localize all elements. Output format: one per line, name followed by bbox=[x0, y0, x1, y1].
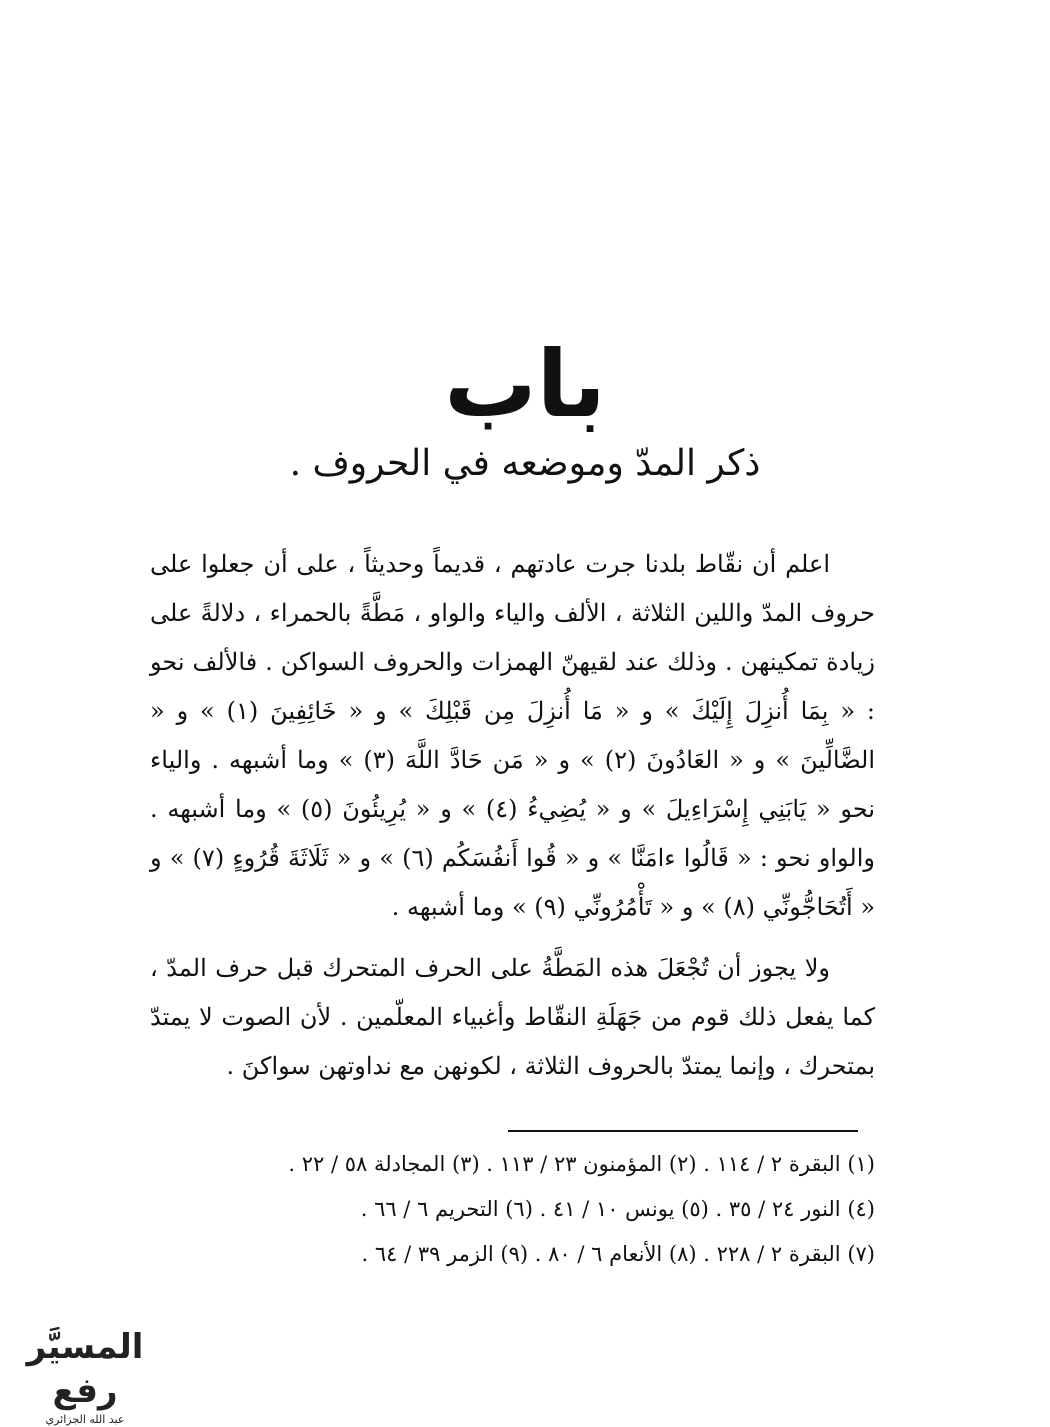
footnote-line-1: (١) البقرة ٢ / ١١٤ . (٢) المؤمنون ٢٣ / ١١٣ . (٣) المجادلة ٥٨ / ٢٢ . bbox=[288, 1152, 875, 1176]
footnote-divider bbox=[508, 1130, 858, 1132]
logo-small-text: عبد الله الجزائري bbox=[45, 1413, 125, 1426]
logo-main-text: المسيَّر رفع bbox=[26, 1327, 144, 1411]
footnotes bbox=[150, 1142, 875, 1277]
calligraphy-logo bbox=[10, 1325, 160, 1426]
footnote-line-2: (٤) النور ٢٤ / ٣٥ . (٥) يونس ١٠ / ٤١ . (٦) التحريم ٦ / ٦٦ . bbox=[360, 1197, 875, 1221]
body-text bbox=[150, 540, 875, 1091]
paragraph-1: اعلم أن نقّاط بلدنا جرت عادتهم ، قديماً وحديثاً ، على أن جعلوا على حروف المدّ واللين الثلاثة ، الألف والياء والواو ، مَطَّةً بالحمراء ، دلالةً على زيادة تمكينهن . وذلك عند لقيهنّ الهمزات والحروف السواكن . فالألف نحو : « بِمَا أُنزِلَ إِلَيْكَ » و « مَا أُنزِلَ مِن قَبْلِكَ » و « خَائِفِينَ (١) » و « الضَّالِّينَ » و « العَادُونَ (٢) » و « مَن حَادَّ اللَّهَ (٣) » وما أشبهه . والياء نحو « يَابَنِي إِسْرَاءِيلَ » و « يُضِيءُ (٤) » و « يُرِيئُونَ (٥) » وما أشبهه . والواو نحو : « قَالُوا ءامَنَّا » و « قُوا أَنفُسَكُم (٦) » و « ثَلَاثَةَ قُرُوءٍ (٧) » و « أَتُحَاجُّونِّي (٨) » و « تَأْمُرُونِّي (٩) » وما أشبهه . bbox=[150, 550, 875, 921]
chapter-subtitle: ذكر المدّ وموضعه في الحروف . bbox=[289, 443, 761, 484]
chapter-heading: باب bbox=[444, 331, 606, 438]
footnote-line-3: (٧) البقرة ٢ / ٢٢٨ . (٨) الأنعام ٦ / ٨٠ . (٩) الزمر ٣٩ / ٦٤ . bbox=[361, 1242, 875, 1266]
paragraph-2: ولا يجوز أن تُجْعَلَ هذه المَطَّةُ على الحرف المتحرك قبل حرف المدّ ، كما يفعل ذلك قوم من جَهَلَةِ النقّاط وأغبياء المعلّمين . لأن الصوت لا يمتدّ بمتحرك ، وإنما يمتدّ بالحروف الثلاثة ، لكونهن مع نداوتهن سواكنَ . bbox=[150, 954, 875, 1080]
